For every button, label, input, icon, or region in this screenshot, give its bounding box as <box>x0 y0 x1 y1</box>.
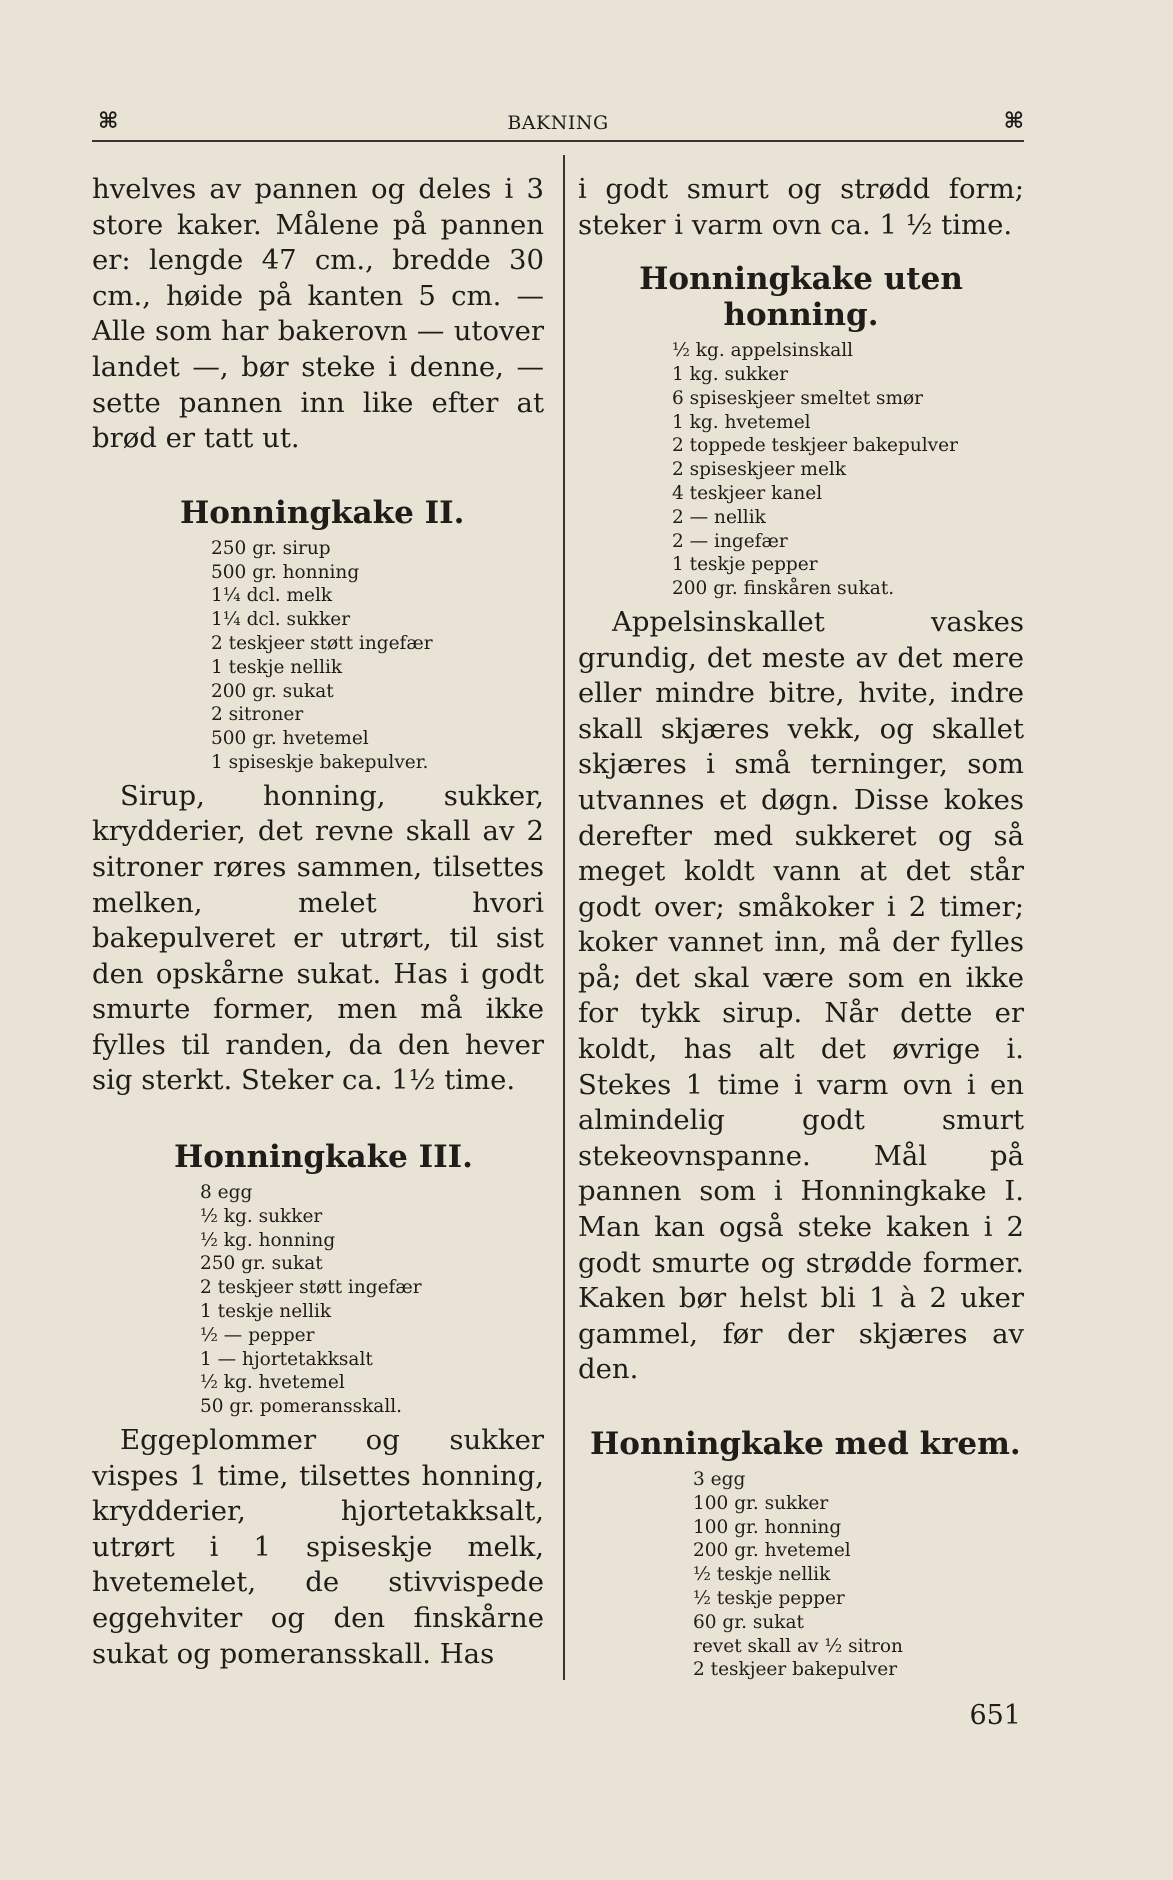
header-title: BAKNING <box>507 112 609 134</box>
method-honningkake-uten-honning: Appelsinskallet vaskes grundig, det meste av det mere eller mindre bitre, hvite, indre skall skjæres vekk, og skallet skjæres i små terninger, som utvannes et døgn. Disse kokes derefter med sukkeret og så meget koldt vann at det står godt over; småkoker i 2 timer; koker vannet inn, må der fylles på; det skal være som en ikke for tykk sirup. Når dette er koldt, has alt det øvrige i. Stekes 1 time i varm ovn i en almindelig godt smurt stekeovnspanne. Mål på pannen som i Honningkake I. Man kan også steke kaken i 2 godt smurte og strødde former. Kaken bør helst bli 1 à 2 uker gammel, før der skjæres av den. <box>578 605 1024 1386</box>
ingredient-list-honningkake-3 <box>200 1181 544 1419</box>
method-honningkake-2: Sirup, honning, sukker, krydderier, det revne skall av 2 sitroner røres sammen, tilsettes melken, melet hvori bakepulveret er utrørt, til sist den opskårne sukat. Has i godt smurte former, men må ikke fylles til randen, da den hever sig sterkt. Steker ca. 1½ time. <box>92 779 544 1097</box>
ingredient-item: 1 spiseskje bakepulver. <box>211 751 429 773</box>
ingredient-item: 2 spiseskjeer melk <box>672 459 847 481</box>
ingredient-list-honningkake-med-krem <box>693 1468 1024 1682</box>
ingredient-item: 1¼ dcl. melk <box>211 585 333 607</box>
ingredient-item: ½ teskje nellik <box>693 1564 831 1586</box>
recipe-title-honningkake-med-krem: Honningkake med krem. <box>590 1426 1021 1463</box>
header-ornament-right: ⌘ <box>1003 108 1024 134</box>
ingredient-item: ½ kg. sukker <box>200 1205 323 1227</box>
ingredient-item: 2 — ingefær <box>672 530 788 552</box>
intro-paragraph: hvelves av pannen og deles i 3 store kaker. Målene på pannen er: lengde 47 cm., bredde 30 cm., høide på kanten 5 cm. — Alle som har bakerovn — utover landet —, bør steke i denne, — sette pannen inn like efter at brød er tatt ut. <box>92 173 544 455</box>
ingredient-item: 50 gr. pomeransskall. <box>200 1396 403 1418</box>
continuation-paragraph: i godt smurt og strødd form; steker i varm ovn ca. 1 ½ time. <box>578 173 1024 241</box>
ingredient-item: 2 toppede teskjeer bakepulver <box>672 435 958 457</box>
ingredient-list-honningkake-2 <box>211 537 544 775</box>
left-column <box>92 172 544 1672</box>
ingredient-item: 200 gr. hvetemel <box>693 1540 851 1562</box>
ingredient-item: revet skall av ½ sitron <box>693 1635 903 1657</box>
ingredient-item: 1¼ dcl. sukker <box>211 609 351 631</box>
ingredient-item: ½ kg. hvetemel <box>200 1372 345 1394</box>
ingredient-item: 2 sitroner <box>211 704 304 726</box>
recipe-title-honningkake-3: Honningkake III. <box>174 1139 473 1176</box>
ingredient-item: 2 teskjeer støtt ingefær <box>200 1277 422 1299</box>
ingredient-item: 1 — hjortetakksalt <box>200 1348 373 1370</box>
ingredient-item: 500 gr. honning <box>211 561 360 583</box>
ingredient-item: 250 gr. sirup <box>211 537 331 559</box>
ingredient-list-honningkake-uten-honning <box>672 339 1024 601</box>
right-column <box>578 172 1024 1682</box>
ingredient-item: ½ kg. appelsinskall <box>672 340 854 362</box>
ingredient-item: 2 teskjeer bakepulver <box>693 1659 898 1681</box>
ingredient-item: 1 kg. hvetemel <box>672 411 811 433</box>
header-ornament-left: ⌘ <box>98 108 119 134</box>
ingredient-item: 4 teskjeer kanel <box>672 482 823 504</box>
ingredient-item: 200 gr. finskåren sukat. <box>672 578 895 600</box>
running-header <box>92 106 1024 142</box>
header-rule <box>92 140 1024 142</box>
recipe-title-honningkake-uten-honning: Honningkake uten honning. <box>639 261 963 334</box>
ingredient-item: 60 gr. sukat <box>693 1611 804 1633</box>
ingredient-item: 500 gr. hvetemel <box>211 728 369 750</box>
page-number: 651 <box>969 1700 1021 1731</box>
ingredient-item: 1 teskje pepper <box>672 554 818 576</box>
ingredient-item: ½ teskje pepper <box>693 1588 845 1609</box>
ingredient-item: 1 kg. sukker <box>672 363 789 385</box>
ingredient-item: 2 teskjeer støtt ingefær <box>211 632 433 654</box>
recipe-title-honningkake-2: Honningkake II. <box>180 494 465 531</box>
column-divider <box>563 155 565 1680</box>
ingredient-item: 2 — nellik <box>672 506 766 528</box>
ingredient-item: ½ kg. honning <box>200 1229 336 1251</box>
ingredient-item: 250 gr. sukat <box>200 1253 323 1275</box>
method-honningkake-3: Eggeplommer og sukker vispes 1 time, tilsettes honning, krydderier, hjortetakksalt, utrørt i 1 spiseskje melk, hvetemelet, de stivvispede eggehviter og den finskårne sukat og pomeransskall. Has <box>92 1424 544 1670</box>
ingredient-item: 200 gr. sukat <box>211 680 334 702</box>
ingredient-item: ½ — pepper <box>200 1324 315 1346</box>
ingredient-item: 100 gr. honning <box>693 1516 842 1538</box>
ingredient-item: 1 teskje nellik <box>211 656 343 678</box>
ingredient-item: 100 gr. sukker <box>693 1492 829 1514</box>
ingredient-item: 8 egg <box>200 1182 253 1204</box>
ingredient-item: 1 teskje nellik <box>200 1301 332 1323</box>
ingredient-item: 3 egg <box>693 1469 746 1491</box>
ingredient-item: 6 spiseskjeer smeltet smør <box>672 387 924 409</box>
